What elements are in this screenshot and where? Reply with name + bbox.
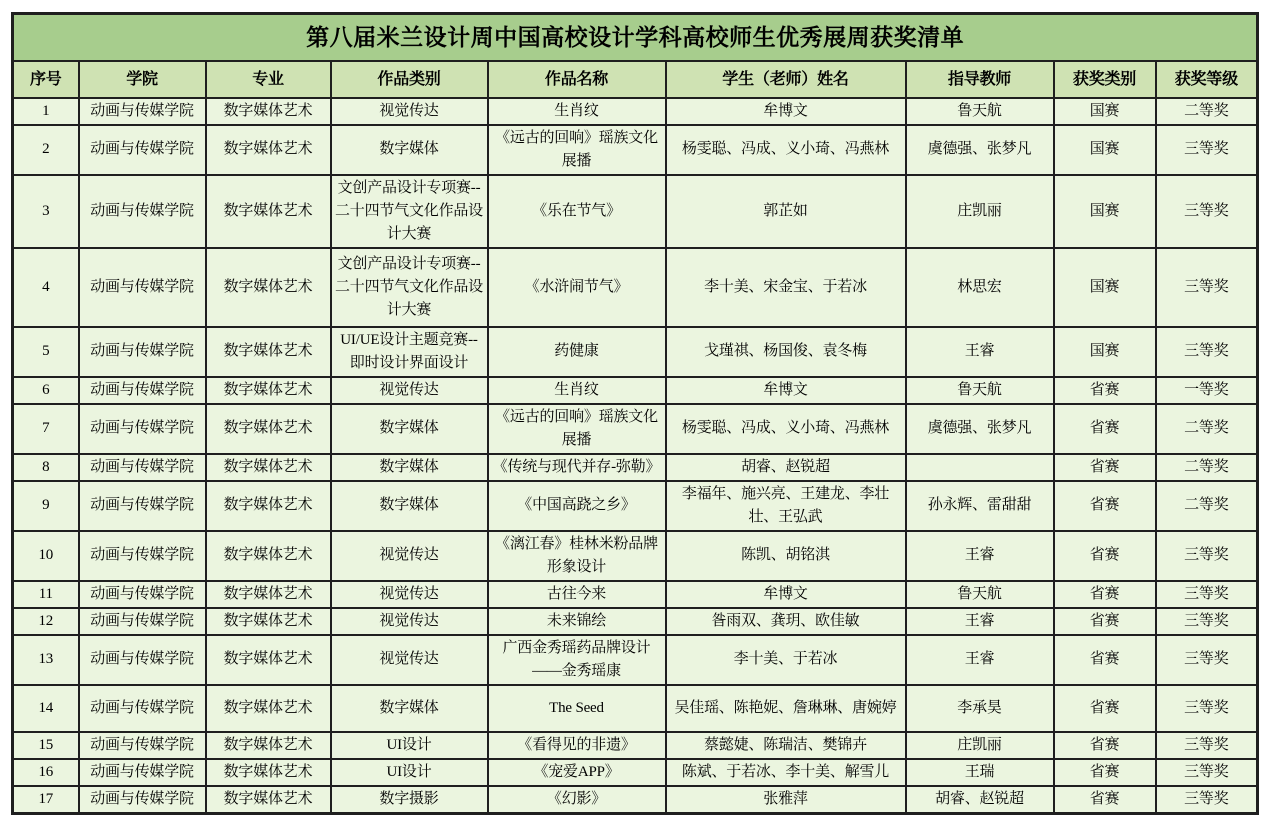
cell-college: 动画与传媒学院	[79, 531, 206, 581]
cell-no: 7	[13, 404, 79, 454]
cell-college: 动画与传媒学院	[79, 98, 206, 125]
cell-advisor: 王睿	[906, 635, 1054, 685]
cell-student-names: 李福年、施兴亮、王建龙、李壮壮、王弘武	[666, 481, 906, 531]
cell-advisor	[906, 454, 1054, 481]
cell-work-category: 视觉传达	[331, 635, 488, 685]
table-row	[13, 98, 1258, 125]
cell-award-level: 三等奖	[1156, 581, 1258, 608]
cell-student-names: 张雅萍	[666, 786, 906, 814]
cell-work-name: 《远古的回响》瑶族文化展播	[488, 404, 666, 454]
cell-work-category: 视觉传达	[331, 531, 488, 581]
cell-work-category: 数字媒体	[331, 454, 488, 481]
column-header-advisor: 指导教师	[906, 61, 1054, 98]
cell-student-names: 郭芷如	[666, 175, 906, 248]
awards-table	[11, 12, 1259, 815]
cell-work-category: UI设计	[331, 732, 488, 759]
cell-award-level: 三等奖	[1156, 125, 1258, 175]
cell-work-category: 文创产品设计专项赛--二十四节气文化作品设计大赛	[331, 248, 488, 327]
table-row	[13, 377, 1258, 404]
cell-student-names: 胡睿、赵锐超	[666, 454, 906, 481]
cell-college: 动画与传媒学院	[79, 248, 206, 327]
cell-student-names: 李十美、于若冰	[666, 635, 906, 685]
cell-work-category: 数字媒体	[331, 685, 488, 732]
cell-award-category: 省赛	[1054, 732, 1156, 759]
cell-award-category: 国赛	[1054, 175, 1156, 248]
cell-college: 动画与传媒学院	[79, 404, 206, 454]
table-row	[13, 327, 1258, 377]
cell-college: 动画与传媒学院	[79, 327, 206, 377]
table-row	[13, 454, 1258, 481]
cell-no: 6	[13, 377, 79, 404]
cell-work-category: 数字摄影	[331, 786, 488, 814]
page-title: 第八届米兰设计周中国高校设计学科高校师生优秀展周获奖清单	[13, 14, 1258, 61]
cell-major: 数字媒体艺术	[206, 125, 331, 175]
cell-work-category: 数字媒体	[331, 481, 488, 531]
cell-award-category: 省赛	[1054, 685, 1156, 732]
cell-advisor: 王睿	[906, 327, 1054, 377]
column-header-major: 专业	[206, 61, 331, 98]
cell-student-names: 牟博文	[666, 581, 906, 608]
cell-college: 动画与传媒学院	[79, 581, 206, 608]
cell-college: 动画与传媒学院	[79, 685, 206, 732]
column-header-work-category: 作品类别	[331, 61, 488, 98]
cell-award-level: 二等奖	[1156, 98, 1258, 125]
cell-no: 2	[13, 125, 79, 175]
cell-student-names: 杨雯聪、冯成、义小琦、冯燕林	[666, 404, 906, 454]
cell-work-category: 视觉传达	[331, 581, 488, 608]
cell-work-name: 生肖纹	[488, 98, 666, 125]
cell-advisor: 李承昊	[906, 685, 1054, 732]
table-row	[13, 786, 1258, 814]
cell-work-name: 古往今来	[488, 581, 666, 608]
cell-award-level: 三等奖	[1156, 248, 1258, 327]
cell-no: 5	[13, 327, 79, 377]
cell-no: 10	[13, 531, 79, 581]
cell-major: 数字媒体艺术	[206, 581, 331, 608]
table-row	[13, 404, 1258, 454]
cell-student-names: 陈斌、于若冰、李十美、解雪儿	[666, 759, 906, 786]
table-row	[13, 481, 1258, 531]
cell-award-level: 二等奖	[1156, 454, 1258, 481]
column-header-award-category: 获奖类别	[1054, 61, 1156, 98]
cell-no: 9	[13, 481, 79, 531]
cell-advisor: 王瑞	[906, 759, 1054, 786]
cell-award-category: 省赛	[1054, 581, 1156, 608]
cell-work-name: 《看得见的非遗》	[488, 732, 666, 759]
cell-major: 数字媒体艺术	[206, 531, 331, 581]
cell-major: 数字媒体艺术	[206, 759, 331, 786]
cell-work-name: The Seed	[488, 685, 666, 732]
cell-award-category: 省赛	[1054, 404, 1156, 454]
cell-student-names: 昝雨双、龚玥、欧佳敏	[666, 608, 906, 635]
cell-work-name: 未来锦绘	[488, 608, 666, 635]
cell-work-name: 《中国高跷之乡》	[488, 481, 666, 531]
cell-no: 11	[13, 581, 79, 608]
cell-no: 17	[13, 786, 79, 814]
cell-major: 数字媒体艺术	[206, 732, 331, 759]
cell-award-category: 省赛	[1054, 759, 1156, 786]
cell-advisor: 虞德强、张梦凡	[906, 125, 1054, 175]
cell-major: 数字媒体艺术	[206, 98, 331, 125]
cell-college: 动画与传媒学院	[79, 481, 206, 531]
cell-major: 数字媒体艺术	[206, 248, 331, 327]
cell-college: 动画与传媒学院	[79, 759, 206, 786]
cell-student-names: 陈凯、胡铭淇	[666, 531, 906, 581]
table-row	[13, 125, 1258, 175]
cell-award-category: 省赛	[1054, 608, 1156, 635]
cell-award-level: 三等奖	[1156, 732, 1258, 759]
cell-no: 3	[13, 175, 79, 248]
cell-work-category: 视觉传达	[331, 98, 488, 125]
cell-advisor: 庄凯丽	[906, 732, 1054, 759]
cell-award-level: 三等奖	[1156, 608, 1258, 635]
cell-award-category: 省赛	[1054, 481, 1156, 531]
cell-award-category: 国赛	[1054, 327, 1156, 377]
cell-work-category: UI设计	[331, 759, 488, 786]
table-row	[13, 759, 1258, 786]
cell-no: 13	[13, 635, 79, 685]
cell-student-names: 李十美、宋金宝、于若冰	[666, 248, 906, 327]
cell-college: 动画与传媒学院	[79, 732, 206, 759]
cell-major: 数字媒体艺术	[206, 608, 331, 635]
cell-award-category: 省赛	[1054, 377, 1156, 404]
cell-award-category: 国赛	[1054, 98, 1156, 125]
cell-major: 数字媒体艺术	[206, 786, 331, 814]
cell-no: 1	[13, 98, 79, 125]
cell-work-category: 数字媒体	[331, 125, 488, 175]
cell-award-level: 三等奖	[1156, 327, 1258, 377]
cell-student-names: 吴佳瑶、陈艳妮、詹琳琳、唐婉婷	[666, 685, 906, 732]
cell-award-level: 三等奖	[1156, 685, 1258, 732]
cell-work-name: 广西金秀瑶药品牌设计——金秀瑶康	[488, 635, 666, 685]
column-header-award-level: 获奖等级	[1156, 61, 1258, 98]
cell-college: 动画与传媒学院	[79, 175, 206, 248]
cell-student-names: 牟博文	[666, 377, 906, 404]
table-body	[13, 98, 1258, 814]
cell-award-level: 一等奖	[1156, 377, 1258, 404]
cell-student-names: 戈瑾祺、杨国俊、袁冬梅	[666, 327, 906, 377]
cell-advisor: 鲁天航	[906, 98, 1054, 125]
cell-no: 8	[13, 454, 79, 481]
cell-work-category: 文创产品设计专项赛--二十四节气文化作品设计大赛	[331, 175, 488, 248]
cell-work-name: 《幻影》	[488, 786, 666, 814]
cell-advisor: 鲁天航	[906, 581, 1054, 608]
cell-college: 动画与传媒学院	[79, 608, 206, 635]
cell-no: 14	[13, 685, 79, 732]
column-header-student-names: 学生（老师）姓名	[666, 61, 906, 98]
cell-major: 数字媒体艺术	[206, 481, 331, 531]
cell-award-category: 省赛	[1054, 786, 1156, 814]
cell-work-name: 《乐在节气》	[488, 175, 666, 248]
table-row	[13, 635, 1258, 685]
cell-major: 数字媒体艺术	[206, 377, 331, 404]
cell-award-category: 国赛	[1054, 125, 1156, 175]
cell-work-name: 《宠爱APP》	[488, 759, 666, 786]
cell-advisor: 鲁天航	[906, 377, 1054, 404]
cell-award-level: 三等奖	[1156, 531, 1258, 581]
column-header-work-name: 作品名称	[488, 61, 666, 98]
cell-no: 16	[13, 759, 79, 786]
cell-work-name: 《传统与现代并存-弥勒》	[488, 454, 666, 481]
table-row	[13, 531, 1258, 581]
cell-major: 数字媒体艺术	[206, 404, 331, 454]
cell-work-name: 《漓江春》桂林米粉品牌形象设计	[488, 531, 666, 581]
cell-advisor: 王睿	[906, 531, 1054, 581]
cell-award-level: 三等奖	[1156, 635, 1258, 685]
cell-college: 动画与传媒学院	[79, 454, 206, 481]
cell-advisor: 虞德强、张梦凡	[906, 404, 1054, 454]
cell-advisor: 王睿	[906, 608, 1054, 635]
cell-work-name: 生肖纹	[488, 377, 666, 404]
cell-work-name: 《远古的回响》瑶族文化展播	[488, 125, 666, 175]
cell-award-level: 二等奖	[1156, 404, 1258, 454]
cell-no: 15	[13, 732, 79, 759]
cell-advisor: 胡睿、赵锐超	[906, 786, 1054, 814]
cell-student-names: 牟博文	[666, 98, 906, 125]
column-header-college: 学院	[79, 61, 206, 98]
cell-college: 动画与传媒学院	[79, 377, 206, 404]
cell-award-category: 省赛	[1054, 454, 1156, 481]
cell-advisor: 孙永辉、雷甜甜	[906, 481, 1054, 531]
title-row	[13, 14, 1258, 61]
cell-work-name: 药健康	[488, 327, 666, 377]
cell-college: 动画与传媒学院	[79, 125, 206, 175]
cell-major: 数字媒体艺术	[206, 327, 331, 377]
table-row	[13, 685, 1258, 732]
column-header-no: 序号	[13, 61, 79, 98]
table-row	[13, 248, 1258, 327]
cell-no: 12	[13, 608, 79, 635]
cell-student-names: 蔡懿婕、陈瑞洁、樊锦卉	[666, 732, 906, 759]
cell-college: 动画与传媒学院	[79, 786, 206, 814]
cell-advisor: 林思宏	[906, 248, 1054, 327]
cell-student-names: 杨雯聪、冯成、义小琦、冯燕林	[666, 125, 906, 175]
cell-work-category: 视觉传达	[331, 377, 488, 404]
cell-work-category: 视觉传达	[331, 608, 488, 635]
table-row	[13, 732, 1258, 759]
cell-work-name: 《水浒闹节气》	[488, 248, 666, 327]
cell-major: 数字媒体艺术	[206, 685, 331, 732]
cell-award-category: 省赛	[1054, 635, 1156, 685]
cell-major: 数字媒体艺术	[206, 635, 331, 685]
cell-major: 数字媒体艺术	[206, 175, 331, 248]
header-row	[13, 61, 1258, 98]
cell-award-level: 二等奖	[1156, 481, 1258, 531]
cell-award-level: 三等奖	[1156, 786, 1258, 814]
cell-no: 4	[13, 248, 79, 327]
cell-work-category: 数字媒体	[331, 404, 488, 454]
cell-major: 数字媒体艺术	[206, 454, 331, 481]
table-row	[13, 175, 1258, 248]
cell-advisor: 庄凯丽	[906, 175, 1054, 248]
cell-award-category: 国赛	[1054, 248, 1156, 327]
cell-award-level: 三等奖	[1156, 759, 1258, 786]
table-row	[13, 581, 1258, 608]
cell-work-category: UI/UE设计主题竞赛--即时设计界面设计	[331, 327, 488, 377]
cell-award-category: 省赛	[1054, 531, 1156, 581]
cell-college: 动画与传媒学院	[79, 635, 206, 685]
cell-award-level: 三等奖	[1156, 175, 1258, 248]
table-row	[13, 608, 1258, 635]
